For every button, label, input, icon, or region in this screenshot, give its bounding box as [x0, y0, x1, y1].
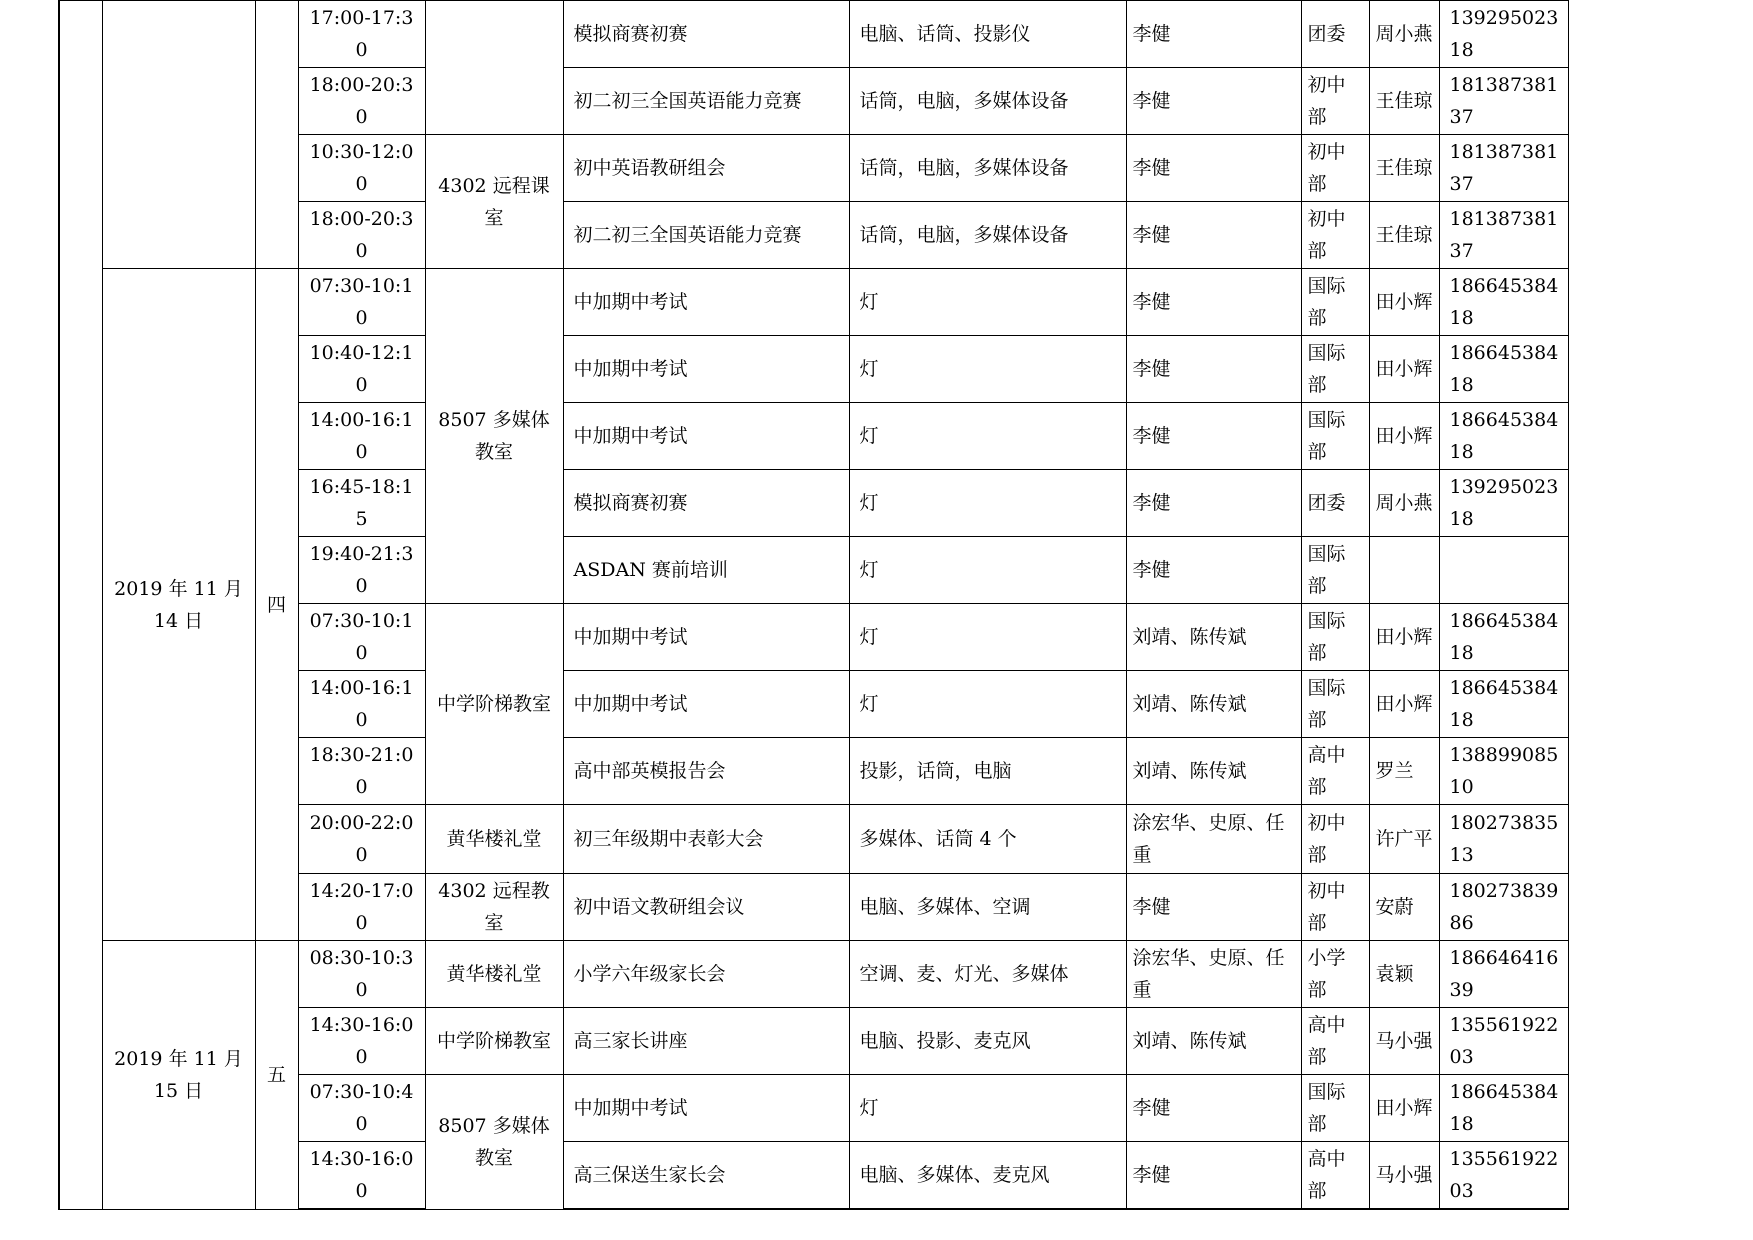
room-cell: 黄华楼礼堂 [425, 805, 563, 874]
staff-cell: 李健 [1126, 1075, 1301, 1142]
dept-cell: 高中部 [1301, 1142, 1369, 1210]
dept-cell: 初中部 [1301, 805, 1369, 874]
equipment-cell: 灯 [849, 604, 1126, 671]
contact-cell: 罗兰 [1369, 738, 1439, 805]
time-cell: 14:00-16:10 [298, 671, 425, 738]
phone-cell: 13929502318 [1439, 1, 1568, 68]
event-cell: 中加期中考试 [563, 336, 849, 403]
event-cell: 中加期中考试 [563, 604, 849, 671]
equipment-cell: 灯 [849, 336, 1126, 403]
phone-cell: 18664538418 [1439, 1075, 1568, 1142]
event-cell: 高三家长讲座 [563, 1008, 849, 1075]
phone-cell: 18664538418 [1439, 336, 1568, 403]
phone-cell: 13556192203 [1439, 1142, 1568, 1210]
equipment-cell: 灯 [849, 403, 1126, 470]
equipment-cell: 灯 [849, 671, 1126, 738]
contact-cell: 田小辉 [1369, 336, 1439, 403]
time-cell: 14:30-16:00 [298, 1008, 425, 1075]
staff-cell: 李健 [1126, 1142, 1301, 1210]
time-cell: 17:00-17:30 [298, 1, 425, 68]
equipment-cell: 电脑、多媒体、空调 [849, 874, 1126, 941]
equipment-cell: 电脑、多媒体、麦克风 [849, 1142, 1126, 1210]
date-cell-continued [102, 1, 255, 269]
dept-cell: 初中部 [1301, 68, 1369, 135]
event-cell: ASDAN 赛前培训 [563, 537, 849, 604]
staff-cell: 刘靖、陈传斌 [1126, 1008, 1301, 1075]
weekday-cell: 四 [255, 269, 298, 941]
equipment-cell: 话筒，电脑，多媒体设备 [849, 68, 1126, 135]
event-cell: 中加期中考试 [563, 403, 849, 470]
equipment-cell: 话筒，电脑，多媒体设备 [849, 135, 1126, 202]
time-cell: 10:30-12:00 [298, 135, 425, 202]
date-cell: 2019 年 11 月 15 日 [102, 941, 255, 1210]
room-cell: 4302 远程课室 [425, 135, 563, 269]
equipment-cell: 灯 [849, 470, 1126, 537]
room-cell: 中学阶梯教室 [425, 1008, 563, 1075]
time-cell: 08:30-10:30 [298, 941, 425, 1008]
contact-cell: 田小辉 [1369, 604, 1439, 671]
time-cell: 18:00-20:30 [298, 68, 425, 135]
equipment-cell: 话筒，电脑，多媒体设备 [849, 202, 1126, 269]
time-cell: 18:30-21:00 [298, 738, 425, 805]
event-cell: 高三保送生家长会 [563, 1142, 849, 1210]
equipment-cell: 灯 [849, 537, 1126, 604]
contact-cell: 马小强 [1369, 1008, 1439, 1075]
event-cell: 中加期中考试 [563, 269, 849, 336]
equipment-cell: 灯 [849, 269, 1126, 336]
staff-cell: 刘靖、陈传斌 [1126, 671, 1301, 738]
staff-cell: 李健 [1126, 537, 1301, 604]
dept-cell: 初中部 [1301, 135, 1369, 202]
contact-cell: 田小辉 [1369, 671, 1439, 738]
dept-cell: 国际部 [1301, 671, 1369, 738]
contact-cell: 王佳琼 [1369, 202, 1439, 269]
table-row [59, 941, 1568, 1008]
event-cell: 模拟商赛初赛 [563, 470, 849, 537]
schedule-body [59, 1, 1568, 1210]
time-cell: 14:20-17:00 [298, 874, 425, 941]
date-cell: 2019 年 11 月 14 日 [102, 269, 255, 941]
contact-cell: 袁颖 [1369, 941, 1439, 1008]
dept-cell: 团委 [1301, 1, 1369, 68]
phone-cell: 18664538418 [1439, 269, 1568, 336]
time-cell: 07:30-10:10 [298, 269, 425, 336]
contact-cell: 田小辉 [1369, 1075, 1439, 1142]
event-cell: 初三年级期中表彰大会 [563, 805, 849, 874]
room-cell: 4302 远程教室 [425, 874, 563, 941]
contact-cell: 田小辉 [1369, 403, 1439, 470]
event-cell: 中加期中考试 [563, 1075, 849, 1142]
room-cell: 8507 多媒体教室 [425, 269, 563, 604]
contact-cell: 许广平 [1369, 805, 1439, 874]
event-cell: 初中英语教研组会 [563, 135, 849, 202]
time-cell: 14:00-16:10 [298, 403, 425, 470]
dept-cell: 小学部 [1301, 941, 1369, 1008]
staff-cell: 涂宏华、史原、任重 [1126, 805, 1301, 874]
room-cell: 黄华楼礼堂 [425, 941, 563, 1008]
equipment-cell: 电脑、话筒、投影仪 [849, 1, 1126, 68]
staff-cell: 涂宏华、史原、任重 [1126, 941, 1301, 1008]
equipment-cell: 投影，话筒，电脑 [849, 738, 1126, 805]
dept-cell: 高中部 [1301, 738, 1369, 805]
contact-cell [1369, 537, 1439, 604]
weekday-cell-continued [255, 1, 298, 269]
staff-cell: 李健 [1126, 68, 1301, 135]
equipment-cell: 电脑、投影、麦克风 [849, 1008, 1126, 1075]
event-cell: 初二初三全国英语能力竞赛 [563, 68, 849, 135]
table-row [59, 1, 1568, 68]
staff-cell: 刘靖、陈传斌 [1126, 738, 1301, 805]
contact-cell: 马小强 [1369, 1142, 1439, 1210]
contact-cell: 田小辉 [1369, 269, 1439, 336]
equipment-cell: 多媒体、话筒 4 个 [849, 805, 1126, 874]
phone-cell: 18664538418 [1439, 671, 1568, 738]
dept-cell: 国际部 [1301, 537, 1369, 604]
staff-cell: 李健 [1126, 1, 1301, 68]
weekday-cell: 五 [255, 941, 298, 1210]
phone-cell: 18027383513 [1439, 805, 1568, 874]
room-cell-continued [425, 1, 563, 135]
phone-cell: 18027383986 [1439, 874, 1568, 941]
phone-cell: 18138738137 [1439, 135, 1568, 202]
staff-cell: 李健 [1126, 202, 1301, 269]
outer-column [59, 1, 102, 1210]
time-cell: 14:30-16:00 [298, 1142, 425, 1210]
contact-cell: 王佳琼 [1369, 68, 1439, 135]
dept-cell: 国际部 [1301, 336, 1369, 403]
time-cell: 07:30-10:40 [298, 1075, 425, 1142]
staff-cell: 李健 [1126, 336, 1301, 403]
time-cell: 16:45-18:15 [298, 470, 425, 537]
dept-cell: 国际部 [1301, 1075, 1369, 1142]
table-row [59, 269, 1568, 336]
time-cell: 20:00-22:00 [298, 805, 425, 874]
phone-cell: 13556192203 [1439, 1008, 1568, 1075]
staff-cell: 李健 [1126, 403, 1301, 470]
schedule-table [58, 0, 1569, 1210]
phone-cell: 18138738137 [1439, 68, 1568, 135]
staff-cell: 李健 [1126, 269, 1301, 336]
time-cell: 18:00-20:30 [298, 202, 425, 269]
contact-cell: 周小燕 [1369, 470, 1439, 537]
event-cell: 初中语文教研组会议 [563, 874, 849, 941]
phone-cell: 18664641639 [1439, 941, 1568, 1008]
phone-cell: 13889908510 [1439, 738, 1568, 805]
dept-cell: 高中部 [1301, 1008, 1369, 1075]
contact-cell: 安蔚 [1369, 874, 1439, 941]
equipment-cell: 空调、麦、灯光、多媒体 [849, 941, 1126, 1008]
phone-cell: 13929502318 [1439, 470, 1568, 537]
phone-cell: 18664538418 [1439, 403, 1568, 470]
equipment-cell: 灯 [849, 1075, 1126, 1142]
dept-cell: 国际部 [1301, 604, 1369, 671]
room-cell: 中学阶梯教室 [425, 604, 563, 805]
event-cell: 小学六年级家长会 [563, 941, 849, 1008]
event-cell: 初二初三全国英语能力竞赛 [563, 202, 849, 269]
dept-cell: 国际部 [1301, 269, 1369, 336]
staff-cell: 李健 [1126, 135, 1301, 202]
time-cell: 19:40-21:30 [298, 537, 425, 604]
contact-cell: 周小燕 [1369, 1, 1439, 68]
time-cell: 07:30-10:10 [298, 604, 425, 671]
phone-cell [1439, 537, 1568, 604]
contact-cell: 王佳琼 [1369, 135, 1439, 202]
dept-cell: 初中部 [1301, 874, 1369, 941]
phone-cell: 18664538418 [1439, 604, 1568, 671]
event-cell: 高中部英模报告会 [563, 738, 849, 805]
room-cell: 8507 多媒体教室 [425, 1075, 563, 1210]
staff-cell: 刘靖、陈传斌 [1126, 604, 1301, 671]
staff-cell: 李健 [1126, 874, 1301, 941]
dept-cell: 国际部 [1301, 403, 1369, 470]
event-cell: 中加期中考试 [563, 671, 849, 738]
phone-cell: 18138738137 [1439, 202, 1568, 269]
time-cell: 10:40-12:10 [298, 336, 425, 403]
event-cell: 模拟商赛初赛 [563, 1, 849, 68]
staff-cell: 李健 [1126, 470, 1301, 537]
dept-cell: 初中部 [1301, 202, 1369, 269]
dept-cell: 团委 [1301, 470, 1369, 537]
